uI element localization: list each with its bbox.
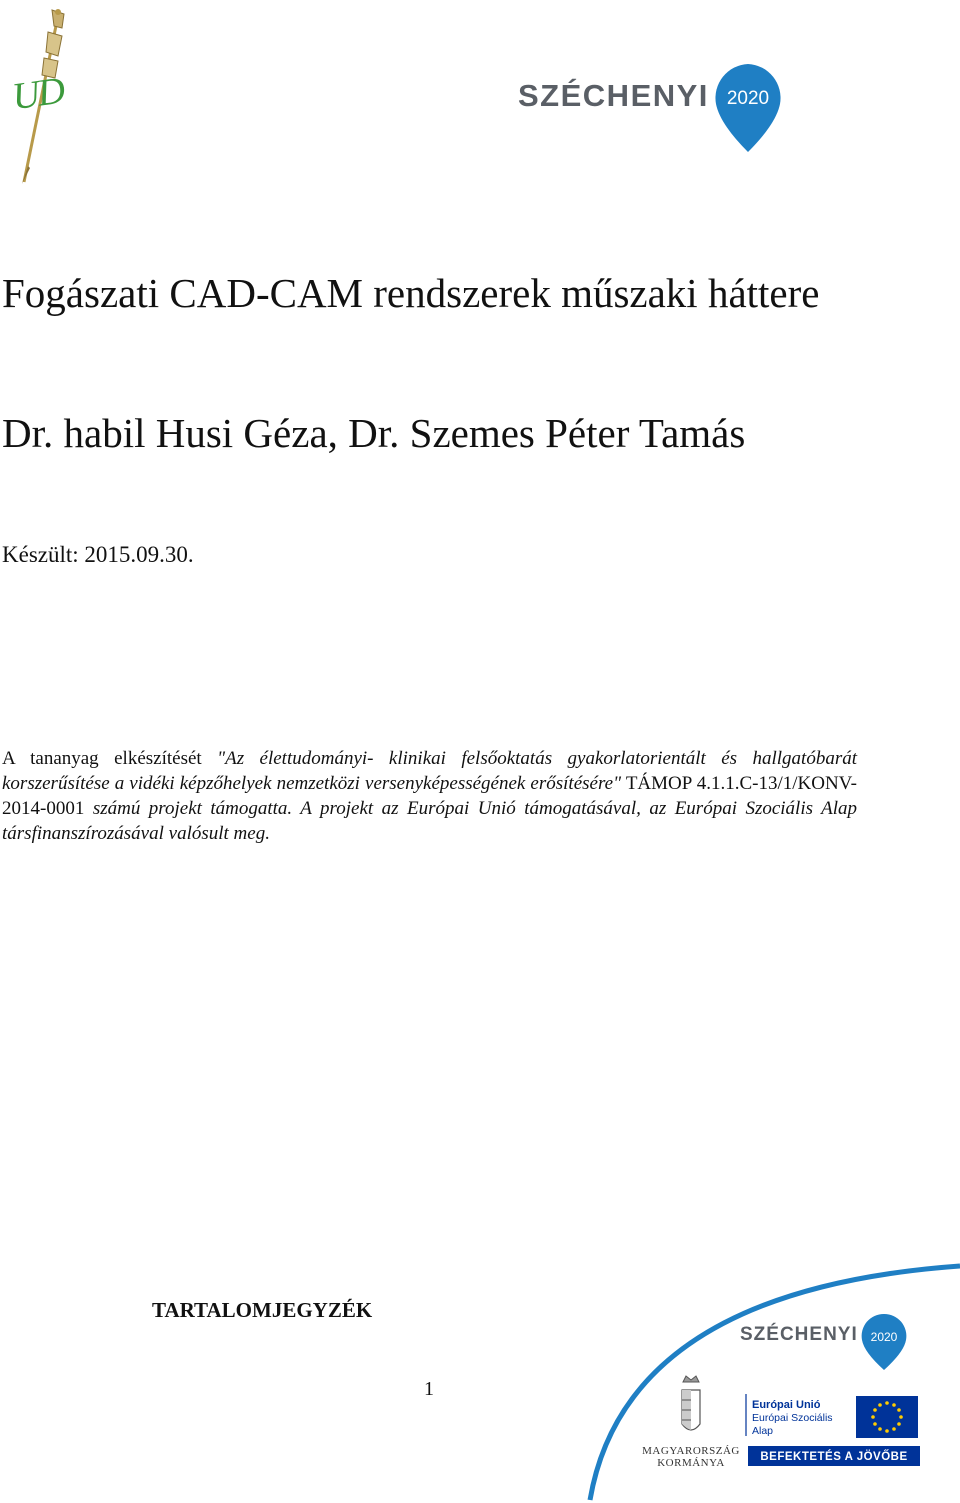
ud-logo-letters: UD [9,69,66,119]
document-title: Fogászati CAD-CAM rendszerek műszaki háttere [2,270,820,316]
map-pin-icon [715,64,780,152]
toc-heading: TARTALOMJEGYZÉK [152,1298,373,1322]
document-authors: Dr. habil Husi Géza, Dr. Szemes Péter Tamás [2,410,746,456]
szechenyi-2020-logo [518,60,788,156]
funding-banner [586,1250,960,1503]
page-number: 1 [424,1378,434,1400]
project-acknowledgement [2,746,857,846]
eu-line-3: Alap [752,1425,774,1437]
university-logo [8,6,76,186]
document-date: Készült: 2015.09.30. [2,542,194,567]
banner-slogan: BEFEKTETÉS A JÖVŐBE [760,1451,908,1463]
banner-map-pin-icon [862,1314,907,1370]
eu-line-1: Európai Unió [752,1399,821,1411]
intro-funding-statement: számú projekt támogatta. A projekt az Európai Unió támogatásával, az Európai Szociális Alap társfinanszírozásával valósult meg. [2,798,858,844]
intro-part-1: A tananyag elkészítését [2,748,202,769]
gov-line-1: MAGYARORSZÁG [642,1445,740,1457]
szechenyi-logo-word: SZÉCHENYI [518,78,709,113]
banner-szechenyi-word: SZÉCHENYI [740,1324,858,1345]
gov-line-2: KORMÁNYA [657,1457,725,1469]
banner-szechenyi-year: 2020 [870,1330,898,1344]
szechenyi-logo-year: 2020 [726,88,770,109]
eu-line-2: Európai Szociális [752,1412,833,1424]
intro-project-title: "Az élettudományi- klinikai felsőoktatás gyakorlatorientált és hallgatóbarát korszerűsítése a vidéki képzőhelyek nemzetközi versenyképességének erősítésére" [2,748,857,794]
hungarian-coat-of-arms-icon [682,1376,700,1430]
eu-flag-icon [856,1396,918,1438]
intro-project-code: TÁMOP 4.1.1.C-13/1/KONV-2014-0001 [2,773,857,819]
